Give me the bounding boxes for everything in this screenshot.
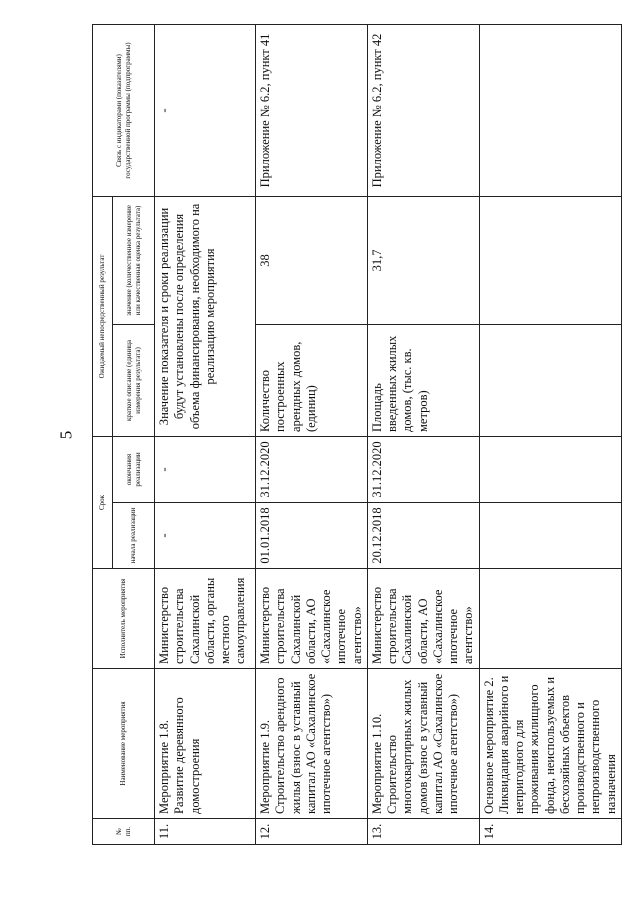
header-name: Наименование мероприятия	[93, 669, 155, 819]
row-executor	[479, 569, 621, 669]
page-number: 5	[56, 430, 76, 440]
header-start: начала реализации	[113, 503, 155, 569]
row-short-desc	[479, 324, 621, 436]
row-executor: Министерство строительства Сахалинской области, АО «Сахалинское ипотечное агентство»	[256, 569, 368, 669]
row-num: 13.	[367, 819, 479, 845]
header-result: Ожидаемый непосредственный результат	[93, 196, 113, 436]
row-name: Мероприятие 1.8. Развитие деревянного домостроения	[155, 669, 256, 819]
header-short-desc: краткое описание (единица измерения результата)	[113, 324, 155, 436]
row-num: 14.	[479, 819, 621, 845]
table-row	[479, 24, 621, 844]
row-link	[479, 24, 621, 196]
row-start: 01.01.2018	[256, 503, 368, 569]
row-link: -	[155, 24, 256, 196]
table-row	[367, 24, 479, 844]
row-link: Приложение № 6.2, пункт 42	[367, 24, 479, 196]
rotated-page	[92, 25, 634, 845]
row-num: 12.	[256, 819, 368, 845]
row-num: 11.	[155, 819, 256, 845]
table-row	[155, 24, 256, 844]
row-end: 31.12.2020	[256, 436, 368, 502]
row-name: Мероприятие 1.10. Строительство многоквартирных жилых домов (взнос в уставный капитал АО «Сахалинское ипотечное агентство»)	[367, 669, 479, 819]
row-end	[479, 436, 621, 502]
header-end: окончания реализации	[113, 436, 155, 502]
row-short-desc: Количество построенных арендных домов, (единиц)	[256, 324, 368, 436]
header-link: Связь с индикаторами (показателями) государственной программы (подпрограммы)	[93, 24, 155, 196]
row-value: 38	[256, 196, 368, 324]
header-term: Срок	[93, 436, 113, 568]
events-table	[92, 24, 622, 845]
row-value	[479, 196, 621, 324]
header-value: значение (количественное измерение или качественная оценка результата)	[113, 196, 155, 324]
row-start	[479, 503, 621, 569]
row-end: -	[155, 436, 256, 502]
row-start: -	[155, 503, 256, 569]
row-name: Основное мероприятие 2. Ликвидация аварийного и непригодного для проживания жилищного фонда, неиспользуемых и бесхозяйных объектов производственного и непроизводственного назначения	[479, 669, 621, 819]
row-name: Мероприятие 1.9. Строительство арендного жилья (взнос в уставный капитал АО «Сахалинское ипотечное агентство»)	[256, 669, 368, 819]
table-row	[256, 24, 368, 844]
row-executor: Министерство строительства Сахалинской области, АО «Сахалинское ипотечное агентство»	[367, 569, 479, 669]
row-executor: Министерство строительства Сахалинской области, органы местного самоуправления	[155, 569, 256, 669]
row-value: 31,7	[367, 196, 479, 324]
header-executor: Исполнитель мероприятия	[93, 569, 155, 669]
header-num: № пп.	[93, 819, 155, 845]
row-end: 31.12.2020	[367, 436, 479, 502]
row-merged-result: Значение показателя и сроки реализации будут установлены после определения объема финансирования, необходимого на реализацию мероприятия	[155, 196, 256, 436]
row-short-desc: Площадь введенных жилых домов, (тыс. кв. метров)	[367, 324, 479, 436]
row-start: 20.12.2018	[367, 503, 479, 569]
row-link: Приложение № 6.2, пункт 41	[256, 24, 368, 196]
